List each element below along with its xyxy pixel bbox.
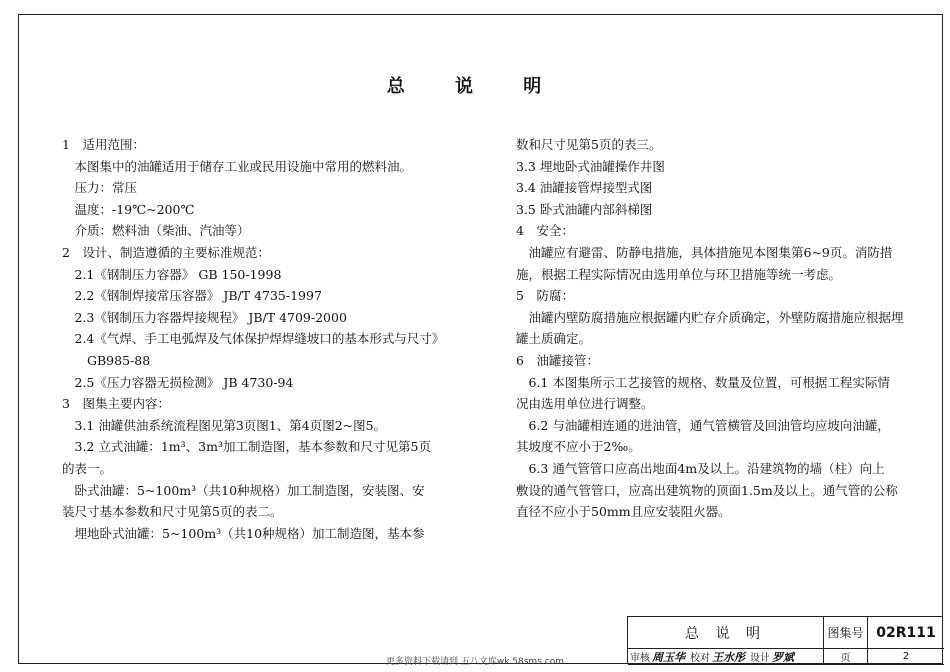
left-line: 2.5《压力容器无损检测》 JB 4730-94	[62, 374, 294, 390]
left-column	[62, 134, 445, 544]
right-line: 6 油罐接管：	[516, 352, 599, 368]
check-signature: 王水彤	[712, 650, 745, 664]
right-line: 数和尺寸见第5页的表三。	[516, 137, 662, 152]
left-line: 2.1《钢制压力容器》 GB 150-1998	[62, 266, 282, 282]
download-footer: 更多资料下载请到 五八文库wk.58sms.com	[386, 657, 564, 667]
right-line: 6.1 本图集所示工艺接管的规格、数量及位置，可根据工程实际情	[516, 374, 890, 390]
right-line: 6.2 与油罐相连通的进油管，通气管横管及回油管均应坡向油罐，	[516, 417, 890, 433]
right-line: 3.5 卧式油罐内部斜梯图	[516, 201, 653, 217]
left-line: 2.3《钢制压力容器焊接规程》 JB/T 4709-2000	[62, 309, 347, 325]
right-line: 4 安全：	[516, 223, 574, 239]
review-signature: 周玉华	[652, 650, 685, 664]
left-line: 装尺寸基本参数和尺寸见第5页的表二。	[62, 504, 283, 520]
right-line: 敷设的通气管管口，应高出建筑物的顶面1.5m及以上。通气管的公称	[516, 482, 898, 498]
left-line: 2.2《钢制焊接常压容器》 JB/T 4735-1997	[62, 288, 322, 304]
right-line: 5 防腐：	[516, 288, 574, 304]
titleblock-set-number: 02R111	[868, 617, 944, 649]
titleblock-page-label: 页	[824, 649, 868, 665]
right-line: 3.4 油罐接管焊接型式图	[516, 180, 653, 196]
design-signature: 罗斌	[772, 650, 794, 664]
right-line: 3.3 埋地卧式油罐操作井图	[516, 158, 665, 174]
left-line: 压力：常压	[62, 180, 138, 196]
right-line: 6.3 通气管管口应高出地面4m及以上。沿建筑物的墙（柱）向上	[516, 460, 885, 476]
left-line: GB985-88	[62, 352, 151, 368]
design-label: 设计	[750, 653, 770, 664]
left-line: 介质：燃料油（柴油、汽油等）	[62, 223, 250, 239]
titleblock-page-number: 2	[868, 649, 944, 665]
page-title: 总 说 明	[386, 76, 564, 97]
left-line: 温度：-19℃~200℃	[62, 201, 195, 217]
left-line: 卧式油罐：5~100m³（共10种规格）加工制造图，安装图、安	[62, 482, 425, 498]
titleblock-drawing-name: 总 说 明	[628, 617, 824, 649]
right-line: 罐土质确定。	[516, 331, 592, 347]
right-line: 油罐应有避雷、防静电措施，具体措施见本图集第6~9页。消防措	[516, 244, 893, 260]
right-line: 其坡度不应小于2‰。	[516, 439, 641, 455]
review-label: 审核	[630, 653, 650, 664]
check-label: 校对	[690, 653, 710, 664]
right-line: 直径不应小于50mm且应安装阻火器。	[516, 504, 731, 520]
left-line: 2.4《气焊、手工电弧焊及气体保护焊焊缝坡口的基本形式与尺寸》	[62, 331, 445, 347]
left-line: 3 图集主要内容：	[62, 396, 170, 412]
left-line: 3.2 立式油罐：1m³、3m³加工制造图，基本参数和尺寸见第5页	[62, 439, 431, 455]
right-line: 施，根据工程实际情况由选用单位与环卫措施等统一考虑。	[516, 266, 842, 282]
left-line: 1 适用范围：	[62, 137, 145, 152]
titleblock-set-label: 图集号	[824, 617, 868, 649]
left-line: 本图集中的油罐适用于储存工业或民用设施中常用的燃料油。	[62, 158, 413, 174]
right-line: 油罐内壁防腐措施应根据罐内贮存介质确定，外壁防腐措施应根据埋	[516, 309, 904, 325]
left-line: 的表一。	[62, 460, 113, 476]
right-line: 况由选用单位进行调整。	[516, 396, 654, 412]
left-line: 3.1 油罐供油系统流程图见第3页图1、第4页图2~图5。	[62, 417, 387, 433]
left-line: 2 设计、制造遵循的主要标准规范：	[62, 244, 270, 260]
right-column	[516, 134, 904, 523]
left-line: 埋地卧式油罐：5~100m³（共10种规格）加工制造图，基本参	[62, 525, 425, 541]
